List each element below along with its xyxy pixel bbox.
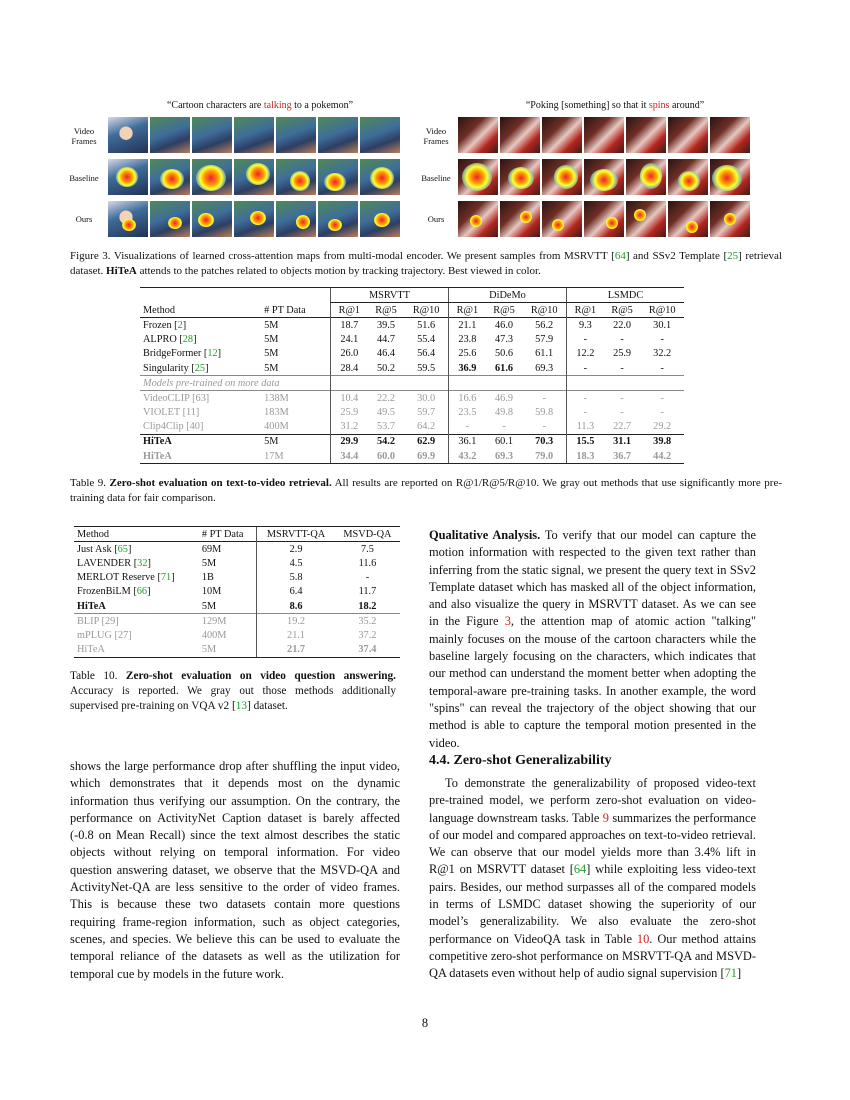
pt-data-cell: 5M (201, 600, 217, 612)
msvd-qa-cell: 35.2 (335, 614, 400, 629)
value-cell: - (640, 391, 684, 406)
method-cell: Frozen [2] (140, 318, 261, 333)
video-frame (710, 117, 750, 153)
table-row (140, 434, 684, 449)
msvd-qa-cell: 37.4 (335, 643, 400, 658)
empty-cell (567, 376, 604, 391)
empty-cell (448, 376, 485, 391)
value-cell: - (567, 361, 604, 376)
video-frame (318, 117, 358, 153)
metric-header: R@1 (448, 303, 485, 318)
right-query-caption: “Poking [something] so that it spins around” (525, 100, 705, 111)
value-cell: - (604, 391, 641, 406)
value-cell: 39.5 (368, 318, 405, 333)
value-cell: 69.9 (404, 449, 448, 464)
section-row (140, 376, 684, 391)
value-cell: 50.2 (377, 362, 396, 374)
metric-header: R@5 (375, 304, 397, 316)
value-cell: 23.8 (448, 333, 485, 347)
value-cell: 59.7 (417, 407, 436, 419)
attention-frame (668, 201, 708, 237)
method-cell: ALPRO [28] (143, 334, 197, 346)
group-header: MSRVTT (330, 288, 448, 303)
attention-frame (458, 159, 498, 195)
empty-cell (604, 376, 641, 391)
value-cell: 11.3 (567, 420, 604, 435)
value-cell: 12.2 (567, 347, 604, 361)
method-cell: Singularity [25] (143, 362, 209, 374)
msvd-qa-cell: 7.5 (335, 542, 400, 557)
method-cell: VideoCLIP [63] (140, 391, 261, 406)
left-video-frames-strip (108, 117, 400, 153)
attention-frame (234, 201, 274, 237)
value-cell: 18.7 (330, 318, 367, 333)
row-label-video-frames-right: Video Frames (423, 126, 449, 146)
attention-frame (192, 159, 232, 195)
attention-frame (626, 159, 666, 195)
value-cell: 54.2 (368, 434, 405, 449)
table-row (140, 347, 684, 361)
pt-data-cell: 129M (199, 614, 257, 629)
method-cell: BLIP [29] (74, 614, 199, 629)
table-10-body (74, 542, 400, 658)
table-9-caption: Table 9. Zero-shot evaluation on text-to-video retrieval. All results are reported on R@1/R@5/R@10. We gray out methods that use significantly more pre-training data for fair comparison. (70, 477, 783, 504)
value-cell: 25.9 (330, 406, 367, 420)
value-cell: 79.0 (522, 449, 566, 464)
video-frame (234, 117, 274, 153)
method-cell: MERLOT Reserve [71] (77, 572, 175, 584)
pt-data-cell: 69M (199, 542, 257, 557)
more-data-label: Models pre-trained on more data (140, 376, 330, 391)
column-header-method: Method (74, 527, 199, 542)
value-cell: 64.2 (417, 421, 436, 433)
msvd-qa-cell: 11.7 (358, 586, 377, 598)
value-cell: - (502, 421, 506, 433)
value-cell: 43.2 (448, 449, 485, 464)
msrvtt-qa-cell: 2.9 (257, 542, 335, 557)
method-cell: LAVENDER [32] (77, 557, 151, 569)
video-frame (668, 117, 708, 153)
value-cell: 53.7 (377, 421, 396, 433)
row-label-baseline-right: Baseline (421, 173, 451, 183)
value-cell: 60.0 (368, 449, 405, 464)
value-cell: 31.1 (604, 434, 641, 449)
attention-frame (458, 201, 498, 237)
pt-data-cell: 400M (201, 629, 227, 641)
value-cell: 23.5 (448, 406, 485, 420)
value-cell: 55.4 (417, 334, 436, 346)
attention-frame (276, 159, 316, 195)
method-cell: Clip4Clip [40] (143, 421, 204, 433)
value-cell: 15.5 (567, 434, 604, 449)
table-row (140, 318, 684, 333)
value-cell: - (567, 391, 604, 406)
right-baseline-strip (458, 159, 750, 195)
group-header: DiDeMo (448, 288, 566, 303)
column-header-method: Method (143, 304, 176, 316)
attention-frame (542, 159, 582, 195)
msrvtt-qa-cell: 19.2 (257, 614, 335, 629)
value-cell: 44.2 (640, 449, 684, 464)
pt-data-cell: 1B (201, 572, 214, 584)
value-cell: 36.9 (448, 361, 485, 376)
value-cell: 34.4 (330, 449, 367, 464)
attention-frame (150, 201, 190, 237)
value-cell: 9.3 (567, 318, 604, 333)
pt-data-cell: 17M (261, 449, 330, 464)
table-row (140, 391, 684, 406)
value-cell: 50.6 (495, 348, 514, 360)
table-9-body (140, 318, 684, 464)
attention-frame (192, 201, 232, 237)
value-cell: 31.2 (330, 420, 367, 435)
value-cell: 28.4 (330, 361, 367, 376)
video-frame (542, 117, 582, 153)
video-frame (626, 117, 666, 153)
value-cell: 51.6 (404, 318, 448, 333)
column-header-pt: # PT Data (264, 304, 306, 316)
attention-frame (108, 201, 148, 237)
method-cell: Just Ask [65] (74, 542, 199, 557)
attention-frame (668, 159, 708, 195)
msvd-qa-cell: - (365, 572, 370, 584)
value-cell: 46.4 (377, 348, 396, 360)
value-cell: - (542, 421, 546, 433)
value-cell: 46.9 (486, 391, 523, 406)
msrvtt-qa-cell: 21.1 (257, 628, 335, 642)
attention-frame (542, 201, 582, 237)
pt-data-cell: 5M (264, 362, 279, 374)
value-cell: 46.0 (486, 318, 523, 333)
msvd-qa-cell: 18.2 (358, 600, 377, 612)
table-row (74, 614, 400, 629)
row-label-baseline-left: Baseline (69, 173, 99, 183)
pt-data-cell: 10M (201, 586, 222, 598)
value-cell: 18.3 (567, 449, 604, 464)
left-ours-strip (108, 201, 400, 237)
attention-frame (318, 201, 358, 237)
attention-frame (276, 201, 316, 237)
msvd-qa-cell: 37.2 (358, 629, 377, 641)
left-column-paragraph: shows the large performance drop after shuffling the input video, which demonstrates that it depends most on the dynamic information thus verifying our assumption. On the contrary, the performance on ActivityNet Caption dataset is barely affected (-0.8 on Mean Recall) since the text almost describes the static objects without relying on temporal information. For video question answering dataset, we observe that the MSVD-QA and ActivityNet-QA are less sensitive to the order of video frames. This is because these two datasets contain more questions requiring frame-region information, such as object categories, scenes, and species. We believe this can be used to evaluate the temporal reliance of the datasets as well as the utilization for temporal cue by models in the future work. (70, 759, 400, 981)
empty-cell (330, 376, 367, 391)
table-row (140, 420, 684, 435)
value-cell: 22.0 (604, 318, 641, 333)
msvd-qa-cell: 11.6 (358, 557, 377, 569)
value-cell: - (620, 407, 624, 419)
page-number: 8 (421, 1016, 429, 1030)
table-row (140, 406, 684, 420)
value-cell: 59.5 (417, 362, 436, 374)
method-cell: FrozenBiLM [66] (77, 586, 151, 598)
attention-frame (150, 159, 190, 195)
method-cell: HiTeA (140, 434, 261, 449)
video-frame (150, 117, 190, 153)
pt-data-cell: 5M (264, 348, 279, 360)
value-cell: 56.2 (522, 318, 566, 333)
value-cell: 69.3 (535, 362, 554, 374)
attention-frame (710, 159, 750, 195)
method-cell: VIOLET [11] (143, 407, 200, 419)
value-cell: 29.9 (330, 434, 367, 449)
table-10 (74, 526, 400, 658)
metric-header: R@10 (530, 304, 558, 316)
method-cell: BridgeFormer [12] (143, 348, 222, 360)
value-cell: 36.1 (448, 434, 485, 449)
value-cell: 26.0 (330, 347, 367, 361)
attention-frame (500, 159, 540, 195)
group-header: LSMDC (567, 288, 685, 303)
attention-frame (584, 201, 624, 237)
empty-cell (640, 376, 684, 391)
table-row (74, 571, 400, 585)
section-heading: 4.4. Zero-shot Generalizability (429, 753, 612, 768)
figure-3-caption: Figure 3. Visualizations of learned cross-attention maps from multi-modal encoder. We present samples from MSRVTT [64] and SSv2 Template [25] retrieval dataset. HiTeA attends to the patches related to objects motion by tracking trajectory. Best viewed in color. (70, 250, 782, 277)
pt-data-cell: 5M (261, 318, 330, 333)
row-label-ours-right: Ours (427, 214, 445, 224)
column-header-pt: # PT Data (199, 527, 257, 542)
msrvtt-qa-cell: 21.7 (257, 643, 335, 658)
attention-frame (318, 159, 358, 195)
value-cell: 61.6 (495, 362, 514, 374)
table-row (74, 585, 400, 599)
table-9-grid (140, 287, 684, 464)
msrvtt-qa-cell: 5.8 (257, 571, 335, 585)
metric-header: R@10 (648, 304, 676, 316)
value-cell: 59.8 (535, 407, 554, 419)
table-10-grid (74, 526, 400, 658)
msrvtt-qa-cell: 6.4 (257, 585, 335, 599)
table-row (140, 449, 684, 464)
attention-frame (626, 201, 666, 237)
row-label-video-frames-left: Video Frames (71, 126, 97, 146)
metric-header: R@5 (493, 304, 515, 316)
value-cell: - (567, 406, 604, 420)
value-cell: 57.9 (535, 334, 554, 346)
metric-header: R@5 (611, 304, 633, 316)
value-cell: 32.2 (653, 348, 672, 360)
left-baseline-strip (108, 159, 400, 195)
video-frame (584, 117, 624, 153)
value-cell: - (522, 391, 566, 406)
pt-data-cell: 400M (264, 421, 289, 433)
msrvtt-qa-cell: 8.6 (257, 599, 335, 614)
table-row (74, 556, 400, 570)
pt-data-cell: 138M (261, 391, 330, 406)
value-cell: 29.2 (653, 421, 672, 433)
table-row (140, 361, 684, 376)
empty-cell (368, 376, 405, 391)
pt-data-cell: 5M (201, 557, 217, 569)
value-cell: 62.9 (404, 434, 448, 449)
value-cell: - (660, 362, 664, 374)
value-cell: 22.7 (613, 421, 632, 433)
value-cell: 44.7 (377, 334, 396, 346)
table-row (74, 643, 400, 658)
method-cell: mPLUG [27] (77, 629, 132, 641)
column-header-msrvtt-qa: MSRVTT-QA (257, 527, 335, 542)
section-paragraph: To demonstrate the generalizability of proposed video-text pre-trained model, we perform zero-shot evaluation on video-language downstream tasks. Table 9 summarizes the performance of our model and compared approaches on text-to-video retrieval. We can observe that our model yields more than 3.4% lift in R@1 on MSRVTT dataset [64] while exploiting less video-text pairs. Besides, our method surpasses all of the compared models in terms of LSMDC dataset showing the superiority of our model’s generalizability. We also evaluate the zero-shot performance on VideoQA task in Table 10. Our method attains competitive zero-shot performance on MSRVTT-QA and MSVD-QA datasets even without help of audio signal supervision [71] (429, 776, 756, 981)
value-cell: 61.1 (535, 348, 554, 360)
attention-frame (234, 159, 274, 195)
value-cell: 69.3 (486, 449, 523, 464)
attention-frame (584, 159, 624, 195)
method-cell: HiTeA (74, 643, 199, 658)
metric-header: R@1 (567, 303, 604, 318)
qualitative-analysis-paragraph: Qualitative Analysis. To verify that our model can capture the motion information with respected to the given text rather than inferring from the static signal, we present the query text in SSv2 Template dataset which has masked all of the object information, and also visualize the query in MSRVTT dataset. As we can see in the Figure 3, the attention map of atomic action "talking" mainly focuses on the mouse of the cartoon characters while the baseline largely focusing on the characters, which indicates that our method can understand the moment better when adopting the temporal-aware pre-training tasks. In another example, the word "spins" can reveal the trajectory of the object showing that our method is able to capture the temporal motion presented in the video. (429, 528, 757, 750)
method-cell: HiTeA (77, 600, 106, 612)
left-query-caption: “Cartoon characters are talking to a pokemon” (166, 100, 354, 111)
pt-data-cell: 5M (264, 334, 279, 346)
value-cell: 56.4 (417, 348, 436, 360)
value-cell: 70.3 (522, 434, 566, 449)
right-video-frames-strip (458, 117, 750, 153)
value-cell: 30.1 (640, 318, 684, 333)
pt-data-cell: 5M (261, 434, 330, 449)
attention-frame (108, 159, 148, 195)
value-cell: - (567, 333, 604, 347)
value-cell: 36.7 (604, 449, 641, 464)
value-cell: 24.1 (330, 333, 367, 347)
value-cell: 16.6 (448, 391, 485, 406)
value-cell: - (620, 362, 624, 374)
video-frame (500, 117, 540, 153)
value-cell: 25.9 (613, 348, 632, 360)
table-row (74, 628, 400, 642)
method-cell: HiTeA (140, 449, 261, 464)
attention-frame (500, 201, 540, 237)
value-cell: 49.5 (377, 407, 396, 419)
attention-frame (360, 201, 400, 237)
empty-cell (522, 376, 566, 391)
video-frame (458, 117, 498, 153)
column-header-msvd-qa: MSVD-QA (335, 527, 400, 542)
video-frame (360, 117, 400, 153)
value-cell: 39.8 (640, 434, 684, 449)
value-cell: 47.3 (495, 334, 514, 346)
table-9 (140, 287, 684, 464)
row-label-ours-left: Ours (75, 214, 93, 224)
empty-cell (404, 376, 448, 391)
video-frame (108, 117, 148, 153)
table-row (74, 599, 400, 614)
value-cell: - (448, 420, 485, 435)
value-cell: - (660, 407, 664, 419)
value-cell: 49.8 (495, 407, 514, 419)
video-frame (192, 117, 232, 153)
value-cell: 22.2 (368, 391, 405, 406)
pt-data-cell: 5M (199, 643, 257, 658)
video-frame (276, 117, 316, 153)
value-cell: - (660, 334, 664, 346)
attention-frame (360, 159, 400, 195)
table-10-caption: Table 10. Zero-shot evaluation on video question answering. Accuracy is reported. We gray out those methods additionally supervised pre-training on VQA v2 [13] dataset. (70, 670, 396, 712)
msrvtt-qa-cell: 4.5 (257, 556, 335, 570)
table-row (140, 333, 684, 347)
metric-header: R@10 (412, 304, 440, 316)
value-cell: - (620, 334, 624, 346)
table-row (74, 542, 400, 557)
value-cell: 21.1 (448, 318, 485, 333)
value-cell: 30.0 (404, 391, 448, 406)
right-ours-strip (458, 201, 750, 237)
pt-data-cell: 183M (264, 407, 289, 419)
value-cell: 10.4 (330, 391, 367, 406)
metric-header: R@1 (330, 303, 367, 318)
attention-frame (710, 201, 750, 237)
empty-cell (486, 376, 523, 391)
value-cell: 60.1 (486, 434, 523, 449)
value-cell: 25.6 (448, 347, 485, 361)
